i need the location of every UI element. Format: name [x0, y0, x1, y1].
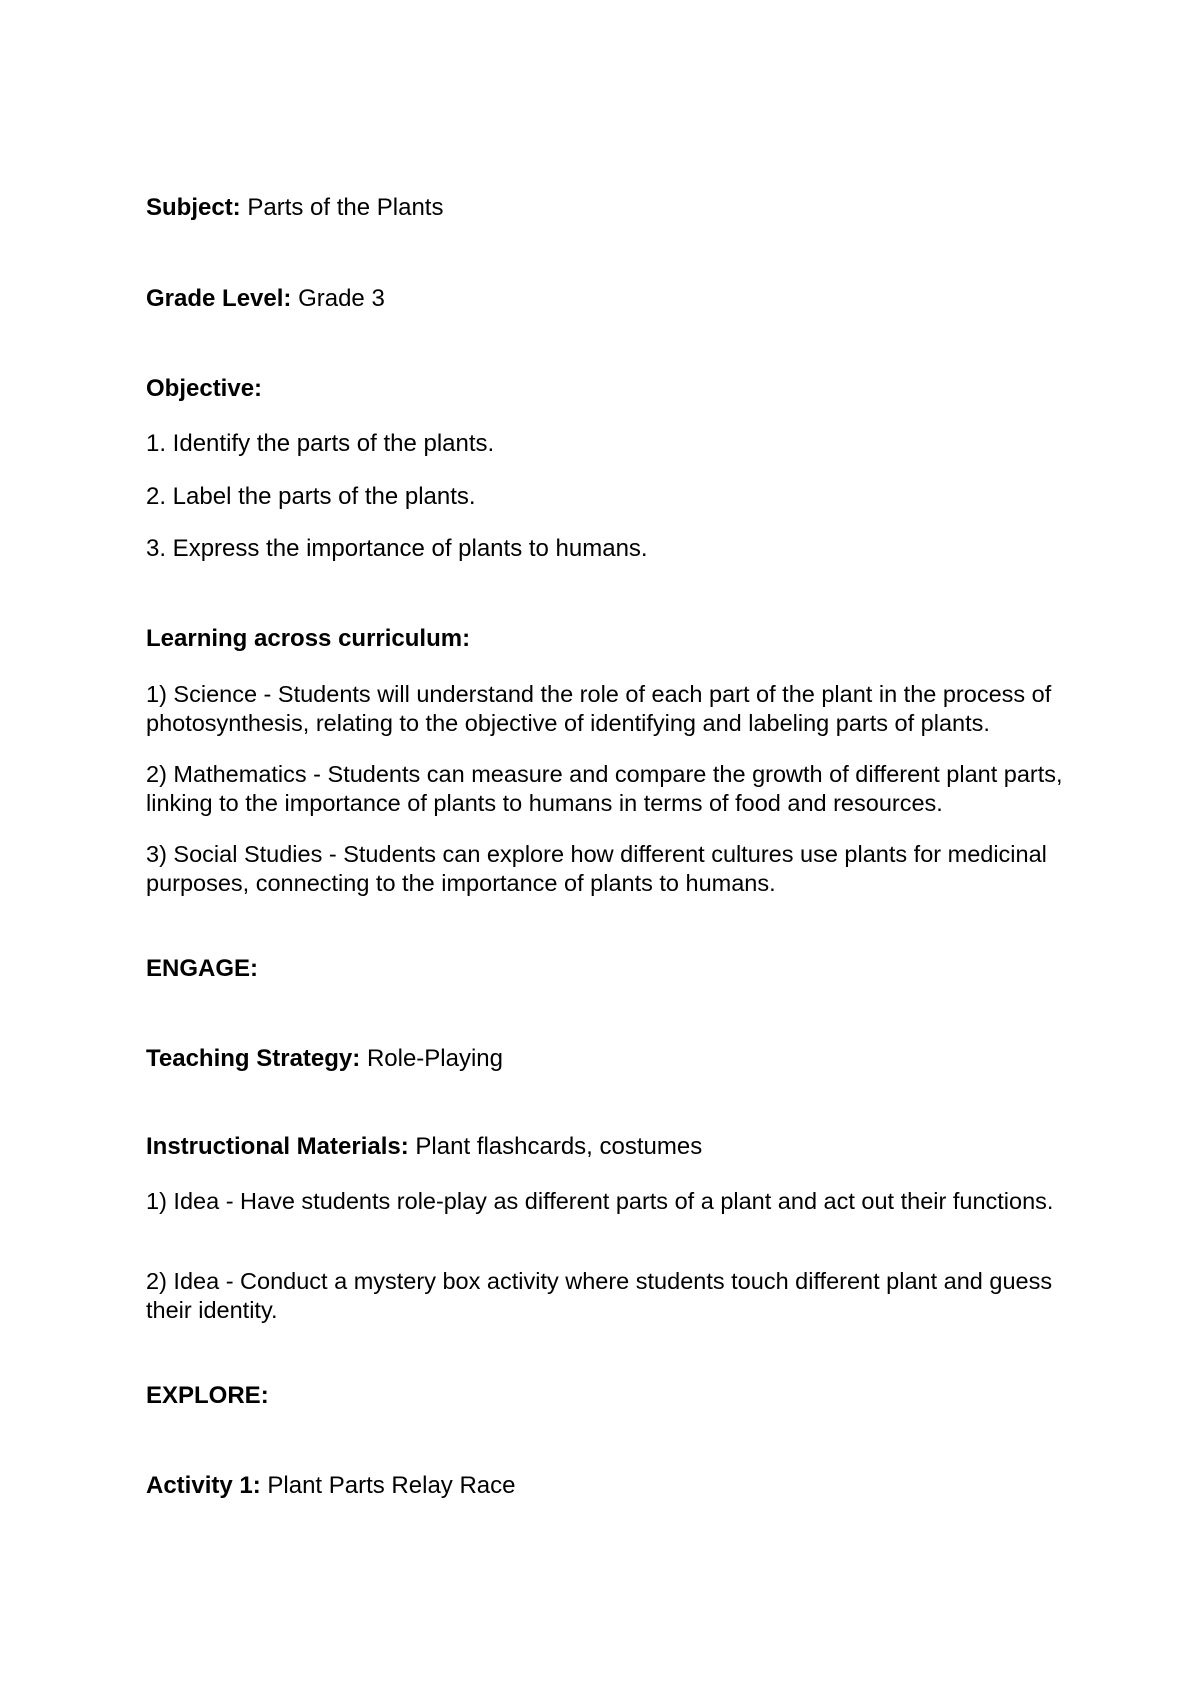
objective-item-2: 2. Label the parts of the plants. — [146, 483, 476, 510]
objective-heading: Objective: — [146, 375, 263, 402]
curriculum-item-social-studies: 3) Social Studies - Students can explore how different cultures use plants for medicinal purposes, connecting to the importance of plants to humans. — [146, 841, 1047, 896]
activity-1-value: Plant Parts Relay Race — [267, 1472, 516, 1499]
explore-heading: EXPLORE: — [146, 1382, 269, 1409]
grade-level-label: Grade Level: — [146, 285, 292, 312]
activity-1-label: Activity 1: — [146, 1472, 261, 1499]
instructional-materials-label: Instructional Materials: — [146, 1133, 409, 1160]
activity-1-line — [146, 1472, 515, 1500]
objective-item-3: 3. Express the importance of plants to humans. — [146, 535, 648, 562]
engage-idea-1: 1) Idea - Have students role-play as different parts of a plant and act out their functions. — [146, 1188, 1054, 1214]
teaching-strategy-value: Role-Playing — [366, 1045, 504, 1072]
objective-item-1: 1. Identify the parts of the plants. — [146, 430, 495, 457]
subject-label: Subject: — [146, 194, 241, 221]
curriculum-item-mathematics: 2) Mathematics - Students can measure and compare the growth of different plant parts, linking to the importance of plants to humans in terms of food and resources. — [146, 761, 1063, 816]
engage-idea-2: 2) Idea - Conduct a mystery box activity where students touch different plant and guess their identity. — [146, 1268, 1053, 1323]
subject-line — [146, 194, 443, 222]
subject-value: Parts of the Plants — [247, 194, 444, 221]
grade-level-value: Grade 3 — [298, 285, 385, 312]
learning-across-curriculum-heading: Learning across curriculum: — [146, 625, 471, 652]
grade-level-line — [146, 285, 385, 313]
teaching-strategy-line — [146, 1045, 503, 1073]
engage-heading: ENGAGE: — [146, 955, 259, 982]
instructional-materials-line — [146, 1133, 702, 1161]
instructional-materials-value: Plant flashcards, costumes — [415, 1133, 703, 1160]
teaching-strategy-label: Teaching Strategy: — [146, 1045, 361, 1072]
curriculum-item-science: 1) Science - Students will understand the role of each part of the plant in the process of photosynthesis, relating to the objective of identifying and labeling parts of plants. — [146, 681, 1052, 736]
